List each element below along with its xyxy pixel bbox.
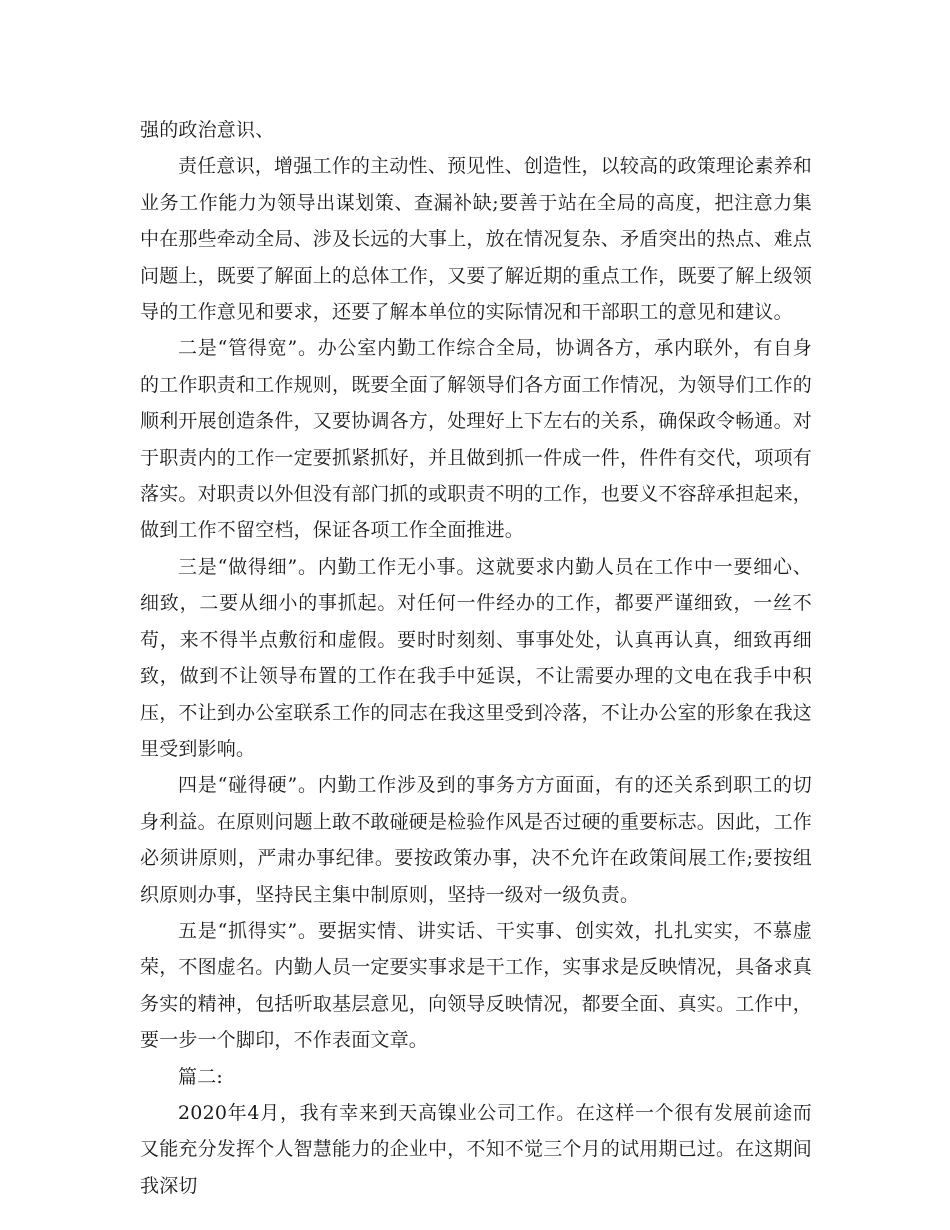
paragraph-section-two-intro: 2020年4月，我有幸来到天高镍业公司工作。在这样一个很有发展前途而又能充分发挥个人智慧能力的企业中，不知不觉三个月的试用期已过。在这期间我深切 (140, 1101, 813, 1197)
paragraph-point-two: 二是“管得宽”。办公室内勤工作综合全局，协调各方，承内联外，有自身的工作职责和工作规则，既要全面了解领导们各方面工作情况，为领导们工作的顺利开展创造条件，又要协调各方，处理好上下左右的关系，确保政令畅通。对于职责内的工作一定要抓紧抓好，并且做到抓一件成一件，件件有交代，项项有落实。对职责以外但没有部门抓的或职责不明的工作，也要义不容辞承担起来，做到工作不留空档，保证各项工作全面推进。 (140, 337, 813, 542)
paragraph-point-four: 四是“碰得硬”。内勤工作涉及到的事务方方面面，有的还关系到职工的切身利益。在原则问题上敢不敢碰硬是检验作风是否过硬的重要标志。因此，工作必须讲原则，严肃办事纪律。要按政策办事，决不允许在政策间展工作;要按组织原则办事，坚持民主集中制原则，坚持一级对一级负责。 (140, 774, 813, 906)
paragraph-responsibility: 责任意识，增强工作的主动性、预见性、创造性，以较高的政策理论素养和业务工作能力为领导出谋划策、查漏补缺;要善于站在全局的高度，把注意力集中在那些牵动全局、涉及长远的大事上，放在情况复杂、矛盾突出的热点、难点问题上，既要了解面上的总体工作，又要了解近期的重点工作，既要了解上级领导的工作意见和要求，还要了解本单位的实际情况和干部职工的意见和建议。 (140, 155, 813, 324)
document-body (140, 112, 812, 1204)
paragraph-point-three: 三是“做得细”。内勤工作无小事。这就要求内勤人员在工作中一要细心、细致，二要从细小的事抓起。对任何一件经办的工作，都要严谨细致，一丝不苟，来不得半点敷衍和虚假。要时时刻刻、事事处处，认真再认真，细致再细致，做到不让领导布置的工作在我手中延误，不让需要办理的文电在我手中积压，不让到办公室联系工作的同志在我这里受到冷落，不让办公室的形象在我这里受到影响。 (140, 555, 813, 760)
paragraph-point-five: 五是“抓得实”。要据实情、讲实话、干实事、创实效，扎扎实实，不慕虚荣，不图虚名。内勤人员一定要实事求是干工作，实事求是反映情况，具备求真务实的精神，包括听取基层意见，向领导反映情况，都要全面、真实。工作中，要一步一个脚印，不作表面文章。 (140, 919, 813, 1052)
section-heading: 篇二: (178, 1065, 224, 1088)
paragraph-continuation: 强的政治意识、 (140, 119, 275, 141)
